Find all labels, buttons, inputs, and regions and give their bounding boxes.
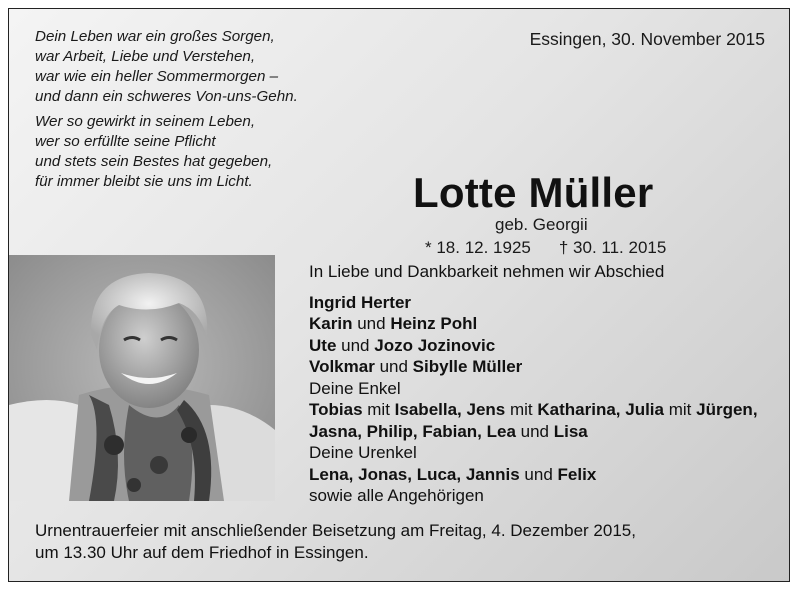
poem-line: Wer so gewirkt in seinem Leben, [35,113,256,130]
mourner-row [309,421,758,443]
mourner-name: Lisa [553,421,588,441]
life-dates [425,238,666,258]
mourner-name: Felix [557,464,597,484]
conjunction: mit [668,400,692,419]
conjunction: mit [509,400,533,419]
group-label: Deine Enkel [309,378,401,398]
mourner-row [309,313,758,335]
mourner-name: Karin [309,314,353,333]
poem-stanza-2 [35,112,335,192]
conjunction: und [357,314,386,333]
obituary-card [8,8,790,582]
conjunction: und [379,357,408,376]
poem-line: war wie ein heller Sommermorgen – [35,68,279,85]
service-line: Urnentrauerfeier mit anschließender Beisetzung am Freitag, 4. Dezember 2015, [35,521,636,540]
poem-line: und stets sein Bestes hat gegeben, [35,153,273,170]
place-date: Essingen, 30. November 2015 [529,29,765,49]
conjunction: und [524,464,553,484]
mourner-name: Isabella, Jens [394,400,506,419]
conjunction: mit [367,400,390,419]
group-label: Deine Urenkel [309,443,417,462]
service-info [35,520,636,564]
mourner-name: Ute [309,335,337,355]
birth-name: geb. Georgii [495,215,588,234]
deceased-name: Lotte Müller [413,169,654,216]
conjunction: und [341,335,370,355]
mourner-name: Ingrid Herter [309,292,412,312]
mourner-name: Heinz Pohl [390,314,478,333]
mourner-name: Lena, Jonas, Luca, Jannis [309,464,520,484]
mourner-row [309,399,758,421]
mourner-name: Katharina, Julia [537,400,664,419]
mourner-name: Volkmar [309,357,375,376]
poem-stanza-1 [35,27,335,107]
portrait-photo [9,255,275,501]
mourners-list [309,261,758,507]
poem-line: wer so erfüllte seine Pflicht [35,133,216,150]
closing-line: sowie alle Angehörigen [309,486,484,505]
mourner-name: Jürgen, [696,400,758,419]
conjunction: und [520,421,550,441]
poem-line: war Arbeit, Liebe und Verstehen, [35,48,256,65]
mourner-name: Jasna, Philip, Fabian, Lea [309,421,516,441]
poem [35,27,335,197]
mourner-row [309,335,758,357]
mourner-name: Tobias [309,400,363,419]
poem-line: und dann ein schweres Von-uns-Gehn. [35,88,298,105]
poem-line: Dein Leben war ein großes Sorgen, [35,28,275,45]
mourner-row [309,356,758,378]
service-line: um 13.30 Uhr auf dem Friedhof in Essingen. [35,543,369,562]
birth-date: * 18. 12. 1925 [425,238,531,257]
death-date: † 30. 11. 2015 [558,238,667,257]
mourner-row [309,464,758,486]
farewell-intro: In Liebe und Dankbarkeit nehmen wir Abschied [309,262,665,281]
mourner-name: Jozo Jozinovic [374,335,496,355]
poem-line: für immer bleibt sie uns im Licht. [35,173,253,190]
mourner-name: Sibylle Müller [412,357,523,376]
mourner-row [309,292,758,314]
